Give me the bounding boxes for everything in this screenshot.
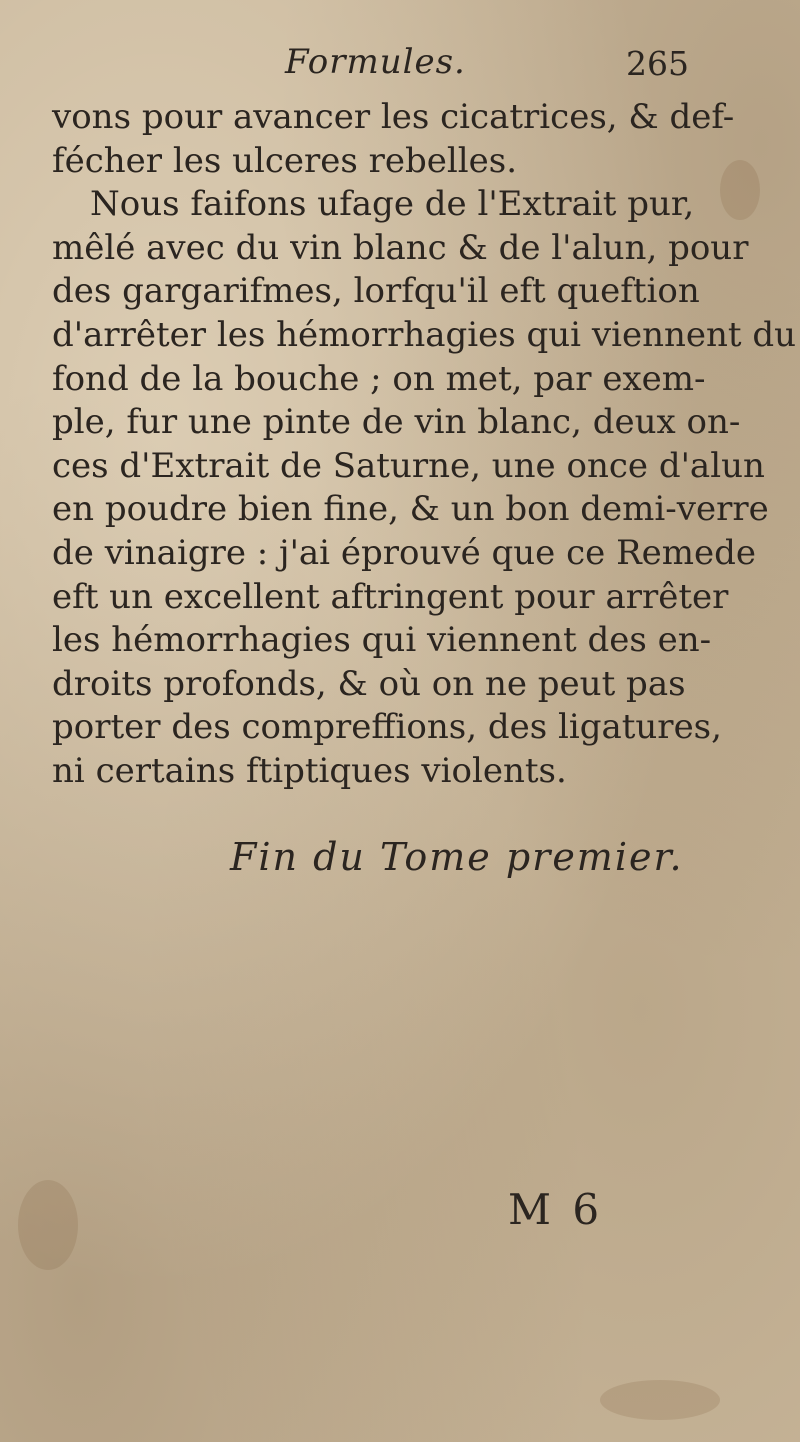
page-number: 265 — [626, 44, 689, 83]
text-line: en poudre bien fine, & un bon demi-verre — [52, 489, 769, 530]
running-head: Formules. — [285, 42, 466, 82]
body-text — [52, 96, 797, 794]
text-line: fond de la bouche ; on met, par exem- — [52, 358, 706, 399]
text-line: les hémorrhagies qui viennent des en- — [52, 620, 712, 661]
text-line: droits profonds, & où on ne peut pas — [52, 663, 686, 704]
paper-stain — [600, 1380, 720, 1420]
signature-mark: M 6 — [508, 1185, 604, 1234]
paper-stain — [720, 160, 760, 220]
text-line: de vinaigre : j'ai éprouvé que ce Remede — [52, 532, 757, 573]
text-line: Nous faifons ufage de l'Extrait pur, — [90, 184, 695, 225]
text-line: ni certains ftiptiques violents. — [52, 750, 567, 791]
paper-stain — [18, 1180, 78, 1270]
text-line: d'arrêter les hémorrhagies qui viennent du — [52, 314, 797, 355]
text-line: porter des compreffions, des ligatures, — [52, 707, 722, 748]
text-line: ces d'Extrait de Saturne, une once d'alun — [52, 445, 765, 486]
text-line: ple, fur une pinte de vin blanc, deux on- — [52, 402, 741, 443]
text-line: fécher les ulceres rebelles. — [52, 140, 518, 181]
text-line: eft un excellent aftringent pour arrêter — [52, 576, 729, 617]
text-line: des gargarifmes, lorfqu'il eft queftion — [52, 271, 700, 312]
end-of-volume-colophon: Fin du Tome premier. — [230, 835, 684, 879]
text-line: vons pour avancer les cicatrices, & def- — [52, 97, 735, 137]
text-line: mêlé avec du vin blanc & de l'alun, pour — [52, 227, 749, 268]
